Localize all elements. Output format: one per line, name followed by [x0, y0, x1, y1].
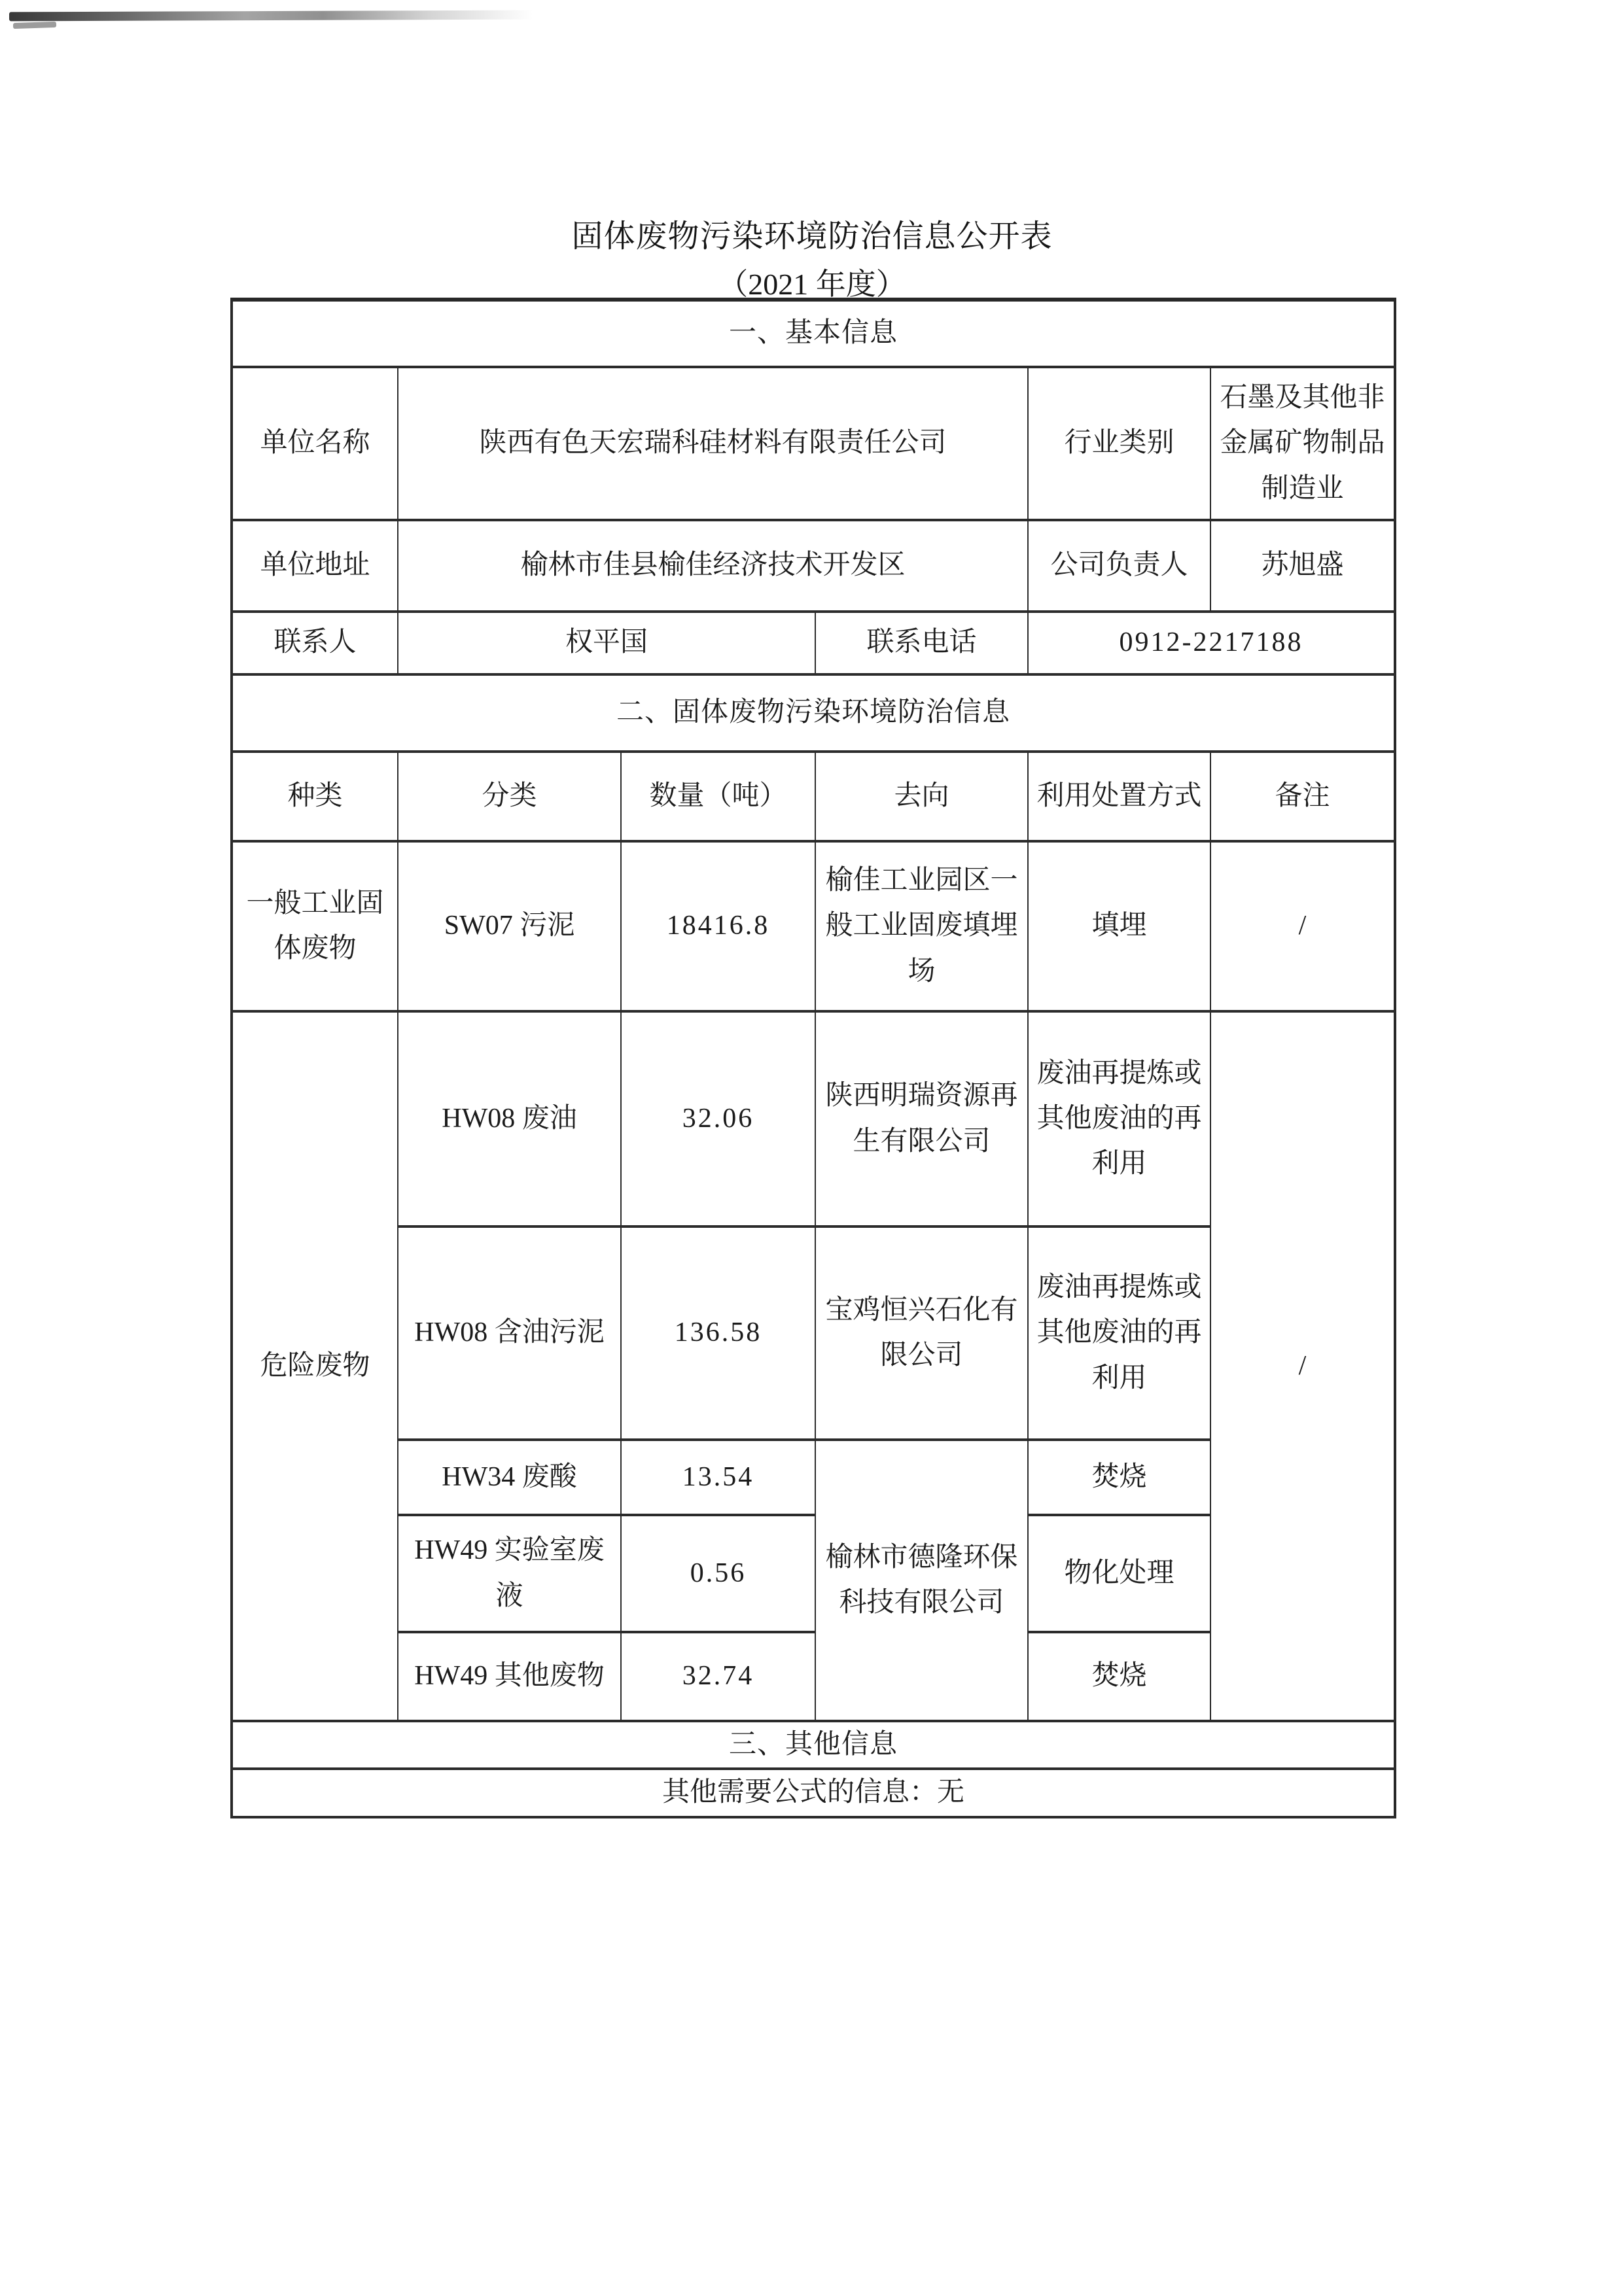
document-title: 固体废物污染环境防治信息公开表: [571, 219, 1053, 254]
col-header-quantity: 数量（吨）: [621, 752, 815, 841]
table-row: [232, 1011, 1395, 1226]
hazardous-row-method: 焚烧: [1028, 1632, 1210, 1721]
hazardous-shared-destination: 榆林市德隆环保科技有限公司: [815, 1440, 1028, 1721]
general-waste-category: 一般工业固体废物: [232, 841, 398, 1011]
hazardous-row-destination: 宝鸡恒兴石化有限公司: [815, 1226, 1028, 1440]
table-row: [232, 1769, 1395, 1817]
col-header-remark: 备注: [1210, 752, 1395, 841]
industry-value: 石墨及其他非金属矿物制品制造业: [1210, 367, 1395, 520]
unit-name-label: 单位名称: [232, 367, 398, 520]
hazardous-row-quantity: 0.56: [621, 1515, 815, 1632]
contact-person-value: 权平国: [398, 612, 815, 674]
contact-phone-value: 0912-2217188: [1028, 612, 1395, 674]
other-info-content: 其他需要公式的信息：无: [232, 1769, 1395, 1817]
hazardous-row-type: HW34 废酸: [398, 1440, 621, 1515]
general-waste-method: 填埋: [1028, 841, 1210, 1011]
general-waste-destination: 榆佳工业园区一般工业固废填埋场: [815, 841, 1028, 1011]
unit-address-label: 单位地址: [232, 520, 398, 612]
col-header-destination: 去向: [815, 752, 1028, 841]
general-waste-quantity: 18416.8: [621, 841, 815, 1011]
hazardous-waste-category: 危险废物: [232, 1011, 398, 1721]
unit-name-value: 陕西有色天宏瑞科硅材料有限责任公司: [398, 367, 1028, 520]
hazardous-row-quantity: 136.58: [621, 1226, 815, 1440]
hazardous-row-method: 废油再提炼或其他废油的再利用: [1028, 1011, 1210, 1226]
col-header-category: 种类: [232, 752, 398, 841]
section-heading-basic-info: 一、基本信息: [232, 300, 1395, 367]
hazardous-row-type: HW49 实验室废液: [398, 1515, 621, 1632]
hazardous-row-quantity: 13.54: [621, 1440, 815, 1515]
table-row: [232, 752, 1395, 841]
hazardous-row-type: HW49 其他废物: [398, 1632, 621, 1721]
section-heading-other-info: 三、其他信息: [232, 1721, 1395, 1769]
col-header-method: 利用处置方式: [1028, 752, 1210, 841]
hazardous-row-quantity: 32.74: [621, 1632, 815, 1721]
scan-artifact-blob: [13, 22, 56, 29]
hazardous-row-method: 物化处理: [1028, 1515, 1210, 1632]
hazardous-row-quantity: 32.06: [621, 1011, 815, 1226]
hazardous-row-method: 焚烧: [1028, 1440, 1210, 1515]
general-waste-type: SW07 污泥: [398, 841, 621, 1011]
disclosure-table: [230, 298, 1396, 1818]
table-row: [232, 674, 1395, 752]
table-row: [232, 841, 1395, 1011]
hazardous-row-type: HW08 废油: [398, 1011, 621, 1226]
table-row: [232, 367, 1395, 520]
table-row: [232, 1721, 1395, 1769]
table-row: [232, 612, 1395, 674]
table-row: [232, 300, 1395, 367]
scan-artifact-streak: [9, 10, 533, 22]
table-row: [232, 520, 1395, 612]
contact-person-label: 联系人: [232, 612, 398, 674]
general-waste-remark: /: [1210, 841, 1395, 1011]
responsible-person-label: 公司负责人: [1028, 520, 1210, 612]
hazardous-row-destination: 陕西明瑞资源再生有限公司: [815, 1011, 1028, 1226]
contact-phone-label: 联系电话: [815, 612, 1028, 674]
industry-label: 行业类别: [1028, 367, 1210, 520]
hazardous-waste-remark: /: [1210, 1011, 1395, 1721]
hazardous-row-type: HW08 含油污泥: [398, 1226, 621, 1440]
document-subtitle: （2021 年度）: [718, 268, 906, 301]
col-header-type: 分类: [398, 752, 621, 841]
section-heading-waste-info: 二、固体废物污染环境防治信息: [232, 674, 1395, 752]
responsible-person-value: 苏旭盛: [1210, 520, 1395, 612]
unit-address-value: 榆林市佳县榆佳经济技术开发区: [398, 520, 1028, 612]
hazardous-row-method: 废油再提炼或其他废油的再利用: [1028, 1226, 1210, 1440]
